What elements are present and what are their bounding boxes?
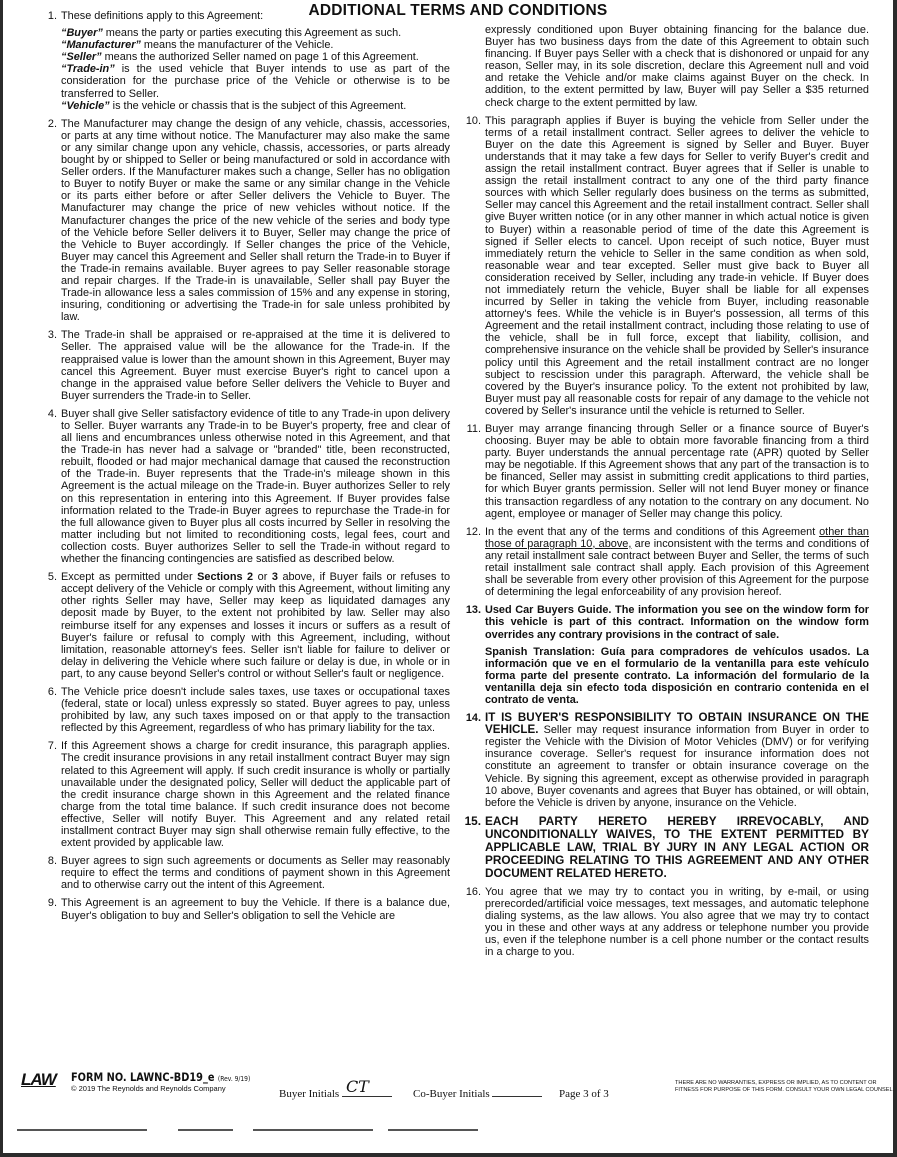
form-revision: (Rev. 9/19) bbox=[217, 1075, 251, 1083]
definition-trade-in: “Trade-in” is the used vehicle that Buyer intends to use as part of the consideration for the purchase price of the Vehicle or otherwise is to be transferred to Seller. bbox=[61, 63, 450, 100]
copyright: © 2019 The Reynolds and Reynolds Company bbox=[71, 1084, 226, 1093]
paragraph-11: 11. Buyer may arrange financing through Seller or a finance source of Buyer's choosing. Buyer may be able to obtain more favorable financing from a third party. Buyer understands the annual percentage rate (APR) quoted by Seller may be negotiable. If this Agreement shows that any part of the transaction is to be financed, Seller may assist in submitting credit applications to third parties, for which Buyer grants permission. Seller will not lend Buyer money or finance this transaction regardless of any notation to the contrary on any document. No agent, employee or manager of Seller may change this policy. bbox=[466, 423, 869, 520]
cobuyer-initials-field[interactable]: Co-Buyer Initials bbox=[413, 1086, 542, 1100]
definition-vehicle: “Vehicle” is the vehicle or chassis that is the subject of this Agreement. bbox=[61, 99, 407, 112]
buyers-guide-notice: Used Car Buyers Guide. The information you see on the window form for this vehicle is part of this contract. Information on the window form overrides any contrary provisions in the contract of sale. bbox=[485, 604, 869, 641]
scan-divider bbox=[178, 1129, 233, 1131]
definition-seller: “Seller” means the authorized Seller named on page 1 of this Agreement. bbox=[61, 51, 419, 64]
paragraph-2: 2. The Manufacturer may change the design of any vehicle, chassis, accessories, or parts at any time without notice. The Manufacturer may also make the same or any similar change upon any vehicle, chassis, accessories, or parts already bought by or shipped to Seller or being manufactured or sold in accordance with Seller orders. If the Manufacturer makes such a change, Seller has no obligation to Buyer to notify Buyer or make the same or any similar change in the Vehicle or its parts either before or after Seller delivers the Vehicle to Buyer. The Manufacturer may change the price of new vehicles without notice. If the Manufacturer changes the price of the new vehicle of the series and body type of the Vehicle before Seller delivers it to Buyer, Seller may change the price of the Vehicle to Buyer accordingly. If Seller changes the price of the Vehicle, Buyer may cancel this Agreement and Seller shall return the Trade-in to Buyer if the Trade-in remains available. Buyer agrees to pay Seller reasonable storage and repair charges. If the Trade-in is unavailable, Seller shall pay Buyer the Trade-in allowance less a sales commission of 15% and any expense in storing, insuring, conditioning or advertising the Trade-in for sale unless prohibited by law. bbox=[47, 117, 450, 324]
scan-divider bbox=[388, 1129, 478, 1131]
paragraph-9: 9. This Agreement is an agreement to buy the Vehicle. If there is a balance due, Buyer's obligation to buy and Seller's obligation to sell the Vehicle are bbox=[47, 897, 450, 922]
paragraph-12: 12. In the event that any of the terms and conditions of this Agreement other than those of paragraph 10, above, are inconsistent with the terms and conditions of any retail installment sale contract between Buyer and Seller, the terms of such retail installment sale contract shall apply. Each provision of this Agreement shall be severable from every other provision of this Agreement for the purpose of determining the legal enforceability of any provision hereof. bbox=[465, 525, 869, 599]
buyer-initials-field[interactable]: Buyer Initials CT bbox=[279, 1086, 392, 1100]
paragraph-1 bbox=[37, 10, 450, 112]
law-logo: LAW bbox=[21, 1070, 56, 1089]
buyer-initials-signature: CT bbox=[345, 1077, 369, 1096]
scan-divider bbox=[253, 1129, 373, 1131]
paragraph-14: 14. IT IS BUYER'S RESPONSIBILITY TO OBTAIN INSURANCE ON THE VEHICLE. Seller may request insurance information from Buyer in order to register the Vehicle with the Division of Motor Vehicles (DMV) or for verifying insurance coverage. Seller's request for insurance information does not constitute an agreement to transfer or obtain insurance coverage on the Vehicle. By signing this agreement, except as otherwise provided in paragraph 10 above, Buyer covenants and agrees that Buyer has obtained, or will obtain, before the Vehicle is driven by anyone, insurance on the Vehicle. bbox=[465, 711, 869, 809]
form-footer bbox=[17, 1066, 895, 1126]
paragraph-6: 6. The Vehicle price doesn't include sales taxes, use taxes or occupational taxes (federal, state or local) unless expressly so stated. Buyer agrees to pay, unless prohibited by law, any such taxes imposed on or that apply to the transaction reflected by this Agreement, regardless of who has primary liability for the tax. bbox=[47, 685, 450, 735]
legal-disclaimer: THERE ARE NO WARRANTIES, EXPRESS OR IMPLIED, AS TO CONTENT OR FITNESS FOR PURPOSE OF THIS FORM. CONSULT YOUR OWN LEGAL COUNSEL. bbox=[675, 1080, 895, 1093]
paragraph-number: 1. bbox=[47, 10, 57, 22]
paragraph-3: 3. The Trade-in shall be appraised or re-appraised at the time it is delivered to Seller. The appraised value will be the allowance for the Trade-in. If the reappraised value is lower than the amount shown in this Agreement, Buyer may cancel this Agreement. Buyer must exercise Buyer's right to cancel upon a change in the appraised value before Seller delivers the Vehicle to Buyer and Buyer surrenders the Trade-in to Seller. bbox=[47, 329, 450, 402]
page-number: Page 3 of 3 bbox=[559, 1088, 609, 1100]
spanish-translation: Spanish Translation: Guía para compradores de vehículos usados. La información que ve en el formulario de la ventanilla para este vehículo forma parte del presente contrato. La información del formulario de la ventanilla deja sin efecto toda disposición en contrario contenida en el contrato de venta. bbox=[485, 645, 869, 706]
scan-divider bbox=[17, 1129, 147, 1131]
paragraph-9-continued: expressly conditioned upon Buyer obtaining financing for the balance due. Buyer has two business days from the date of this Agreement to obtain such financing. If Buyer pays Seller with a check that is dishonored or unpaid for any reason, Seller may, in its sole discretion, declare this Agreement null and void and retake the Vehicle and/or make claims against Buyer on the check. In addition, to the extent permitted by law, Buyer will pay Seller a $35 returned check charge to the extent permitted by law. bbox=[485, 24, 869, 109]
definitions-list bbox=[61, 27, 450, 112]
document-page bbox=[3, 0, 893, 1153]
paragraph-15-jury-waiver: 15. EACH PARTY HERETO HEREBY IRREVOCABLY, AND UNCONDITIONALLY WAIVES, TO THE EXTENT PERMITTED BY APPLICABLE LAW, TRIAL BY JURY IN ANY LEGAL ACTION OR PROCEEDING RELATING TO THIS AGREEMENT AND ANY OTHER DOCUMENT RELATED HERETO. bbox=[464, 813, 869, 880]
paragraph-7: 7. If this Agreement shows a charge for credit insurance, this paragraph applies. The credit insurance provisions in any retail installment contract Buyer may sign related to this Agreement will apply. If such credit insurance is wholly or partially unavailable under the designated policy, Seller will deduct the applicable part of the credit insurance charge shown in this Agreement and the related finance charge from the total time balance. If such credit insurance does not become effective, Seller will notify Buyer. This Agreement and any related retail installment contract Buyer may sign shall otherwise remain fully effective, to the extent provided by applicable law. bbox=[47, 740, 450, 850]
paragraph-4: 4. Buyer shall give Seller satisfactory evidence of title to any Trade-in upon delivery to Seller. Buyer warrants any Trade-in to be Buyer's property, free and clear of all liens and encumbrances unless otherwise noted in this Agreement, and that the Trade-in has never had a salvage or "branded" title, been reconstructed, rebuilt, flooded or had major mechanical damage that caused the reconstruction of the Trade-in. Buyer represents that the Trade-in's mileage shown in this Agreement is the actual mileage on the Trade-in. Buyer authorizes Seller to rely on this representation in entering into this Agreement. If Buyer provides false information related to the Trade-in Buyer agrees to repurchase the Trade-in for the full allowance given to Buyer plus all costs incurred by Seller in resolving the matter including but not limited to reconditioning costs, legal fees, court and collection costs. Buyer authorizes Seller to sell the Trade-in without regard to whether the financing contingencies are satisfied as described below. bbox=[47, 407, 450, 566]
paragraph-13: 13. Used Car Buyers Guide. The information you see on the window form for this vehicle is part of this contract. Information on the window form overrides any contrary provisions in the contract of sale. Spanish Translation: Guía para compradores de vehículos usados. La información que ve en el formulario de la ventanilla para este vehículo forma parte del presente contrato. La información del formulario de la ventanilla deja sin efecto toda disposición en contrario contenida en el contrato de venta. bbox=[465, 604, 869, 706]
paragraph-5: 5. Except as permitted under Sections 2 or 3 above, if Buyer fails or refuses to accept delivery of the Vehicle or comply with this Agreement, without limiting any other rights Seller may have, Seller may keep as liquidated damages any deposit made by Buyer, to the extent not prohibited by law. Seller may also reimburse itself for any expenses and losses it incurs or suffers as a result of Buyer's failure or refusal to comply with this Agreement, including, without limitation, reasonable attorney's fees. Seller isn't liable for failure to deliver or delay in delivering the Vehicle where such failure or delay is due, in whole or in part, to any cause beyond Seller's control or without Seller's fault or negligence. bbox=[47, 571, 451, 680]
paragraph-8: 8. Buyer agrees to sign such agreements or documents as Seller may reasonably require to effect the terms and conditions of payment shown in this Agreement and to otherwise carry out the intent of this Agreement. bbox=[47, 855, 450, 892]
right-column bbox=[461, 24, 869, 964]
form-number: FORM NO. LAWNC-BD19_e (Rev. 9/19) bbox=[71, 1070, 251, 1084]
left-column bbox=[37, 8, 450, 928]
definition-buyer: “Buyer” means the party or parties executing this Agreement as such. bbox=[61, 27, 402, 40]
paragraph-10: 10. This paragraph applies if Buyer is buying the vehicle from Seller under the terms of a retail installment contract. Seller agrees to deliver the vehicle to Buyer on the date this Agreement is signed by Seller and Buyer. Buyer understands that it may take a few days for Seller to verify Buyer's credit and assign the retail installment contract. Buyer agrees that if Seller is unable to assign the retail installment contract to any one of the third party finance sources with which Seller regularly does business on the terms as submitted, Seller may cancel this Agreement and the retail installment contract. Seller shall give Buyer written notice (or in any other manner in which actual notice is given to Buyer) within a reasonable period of time of the date this Agreement is signed if Seller elects to cancel. Upon receipt of such notice, Buyer must immediately return the vehicle to Seller in the same condition as when sold, reasonable wear and tear excepted. Seller must give back to Buyer all consideration received by Seller, including any trade-in vehicle. If Buyer does not immediately return the vehicle, Buyer shall be liable for all expenses incurred by Seller in taking the vehicle from Buyer, including reasonable attorney's fees. While the vehicle is in Buyer's possession, all terms of this Agreement and the retail installment contract, including those relating to use of the vehicle, shall be in full force, except that liability, collision, and comprehensive insurance on the vehicle shall be provided by Seller's insurance policy until this Agreement and the retail installment contract are no longer subject to rescission under this paragraph. Afterward, the vehicle shall be covered by the Buyer's insurance policy. To the extent not prohibited by law, Buyer must pay all reasonable costs for repair of any damage to the vehicle not covered by Seller's insurance until the vehicle is returned to Seller. bbox=[465, 114, 869, 417]
page-title: ADDITIONAL TERMS AND CONDITIONS bbox=[308, 2, 608, 19]
paragraph-intro: These definitions apply to this Agreement: bbox=[61, 10, 264, 22]
paragraph-16: 16. You agree that we may try to contact you in writing, by e-mail, or using prerecorded/artificial voice messages, text messages, and automatic telephone dialing systems, as the law allows. You also agree that we may try to contact you in these and other ways at any address or telephone number you provide us, even if the telephone number is a cell phone number or the contact results in a charge to you. bbox=[465, 885, 869, 959]
definition-manufacturer: “Manufacturer” means the manufacturer of the Vehicle. bbox=[61, 39, 334, 52]
